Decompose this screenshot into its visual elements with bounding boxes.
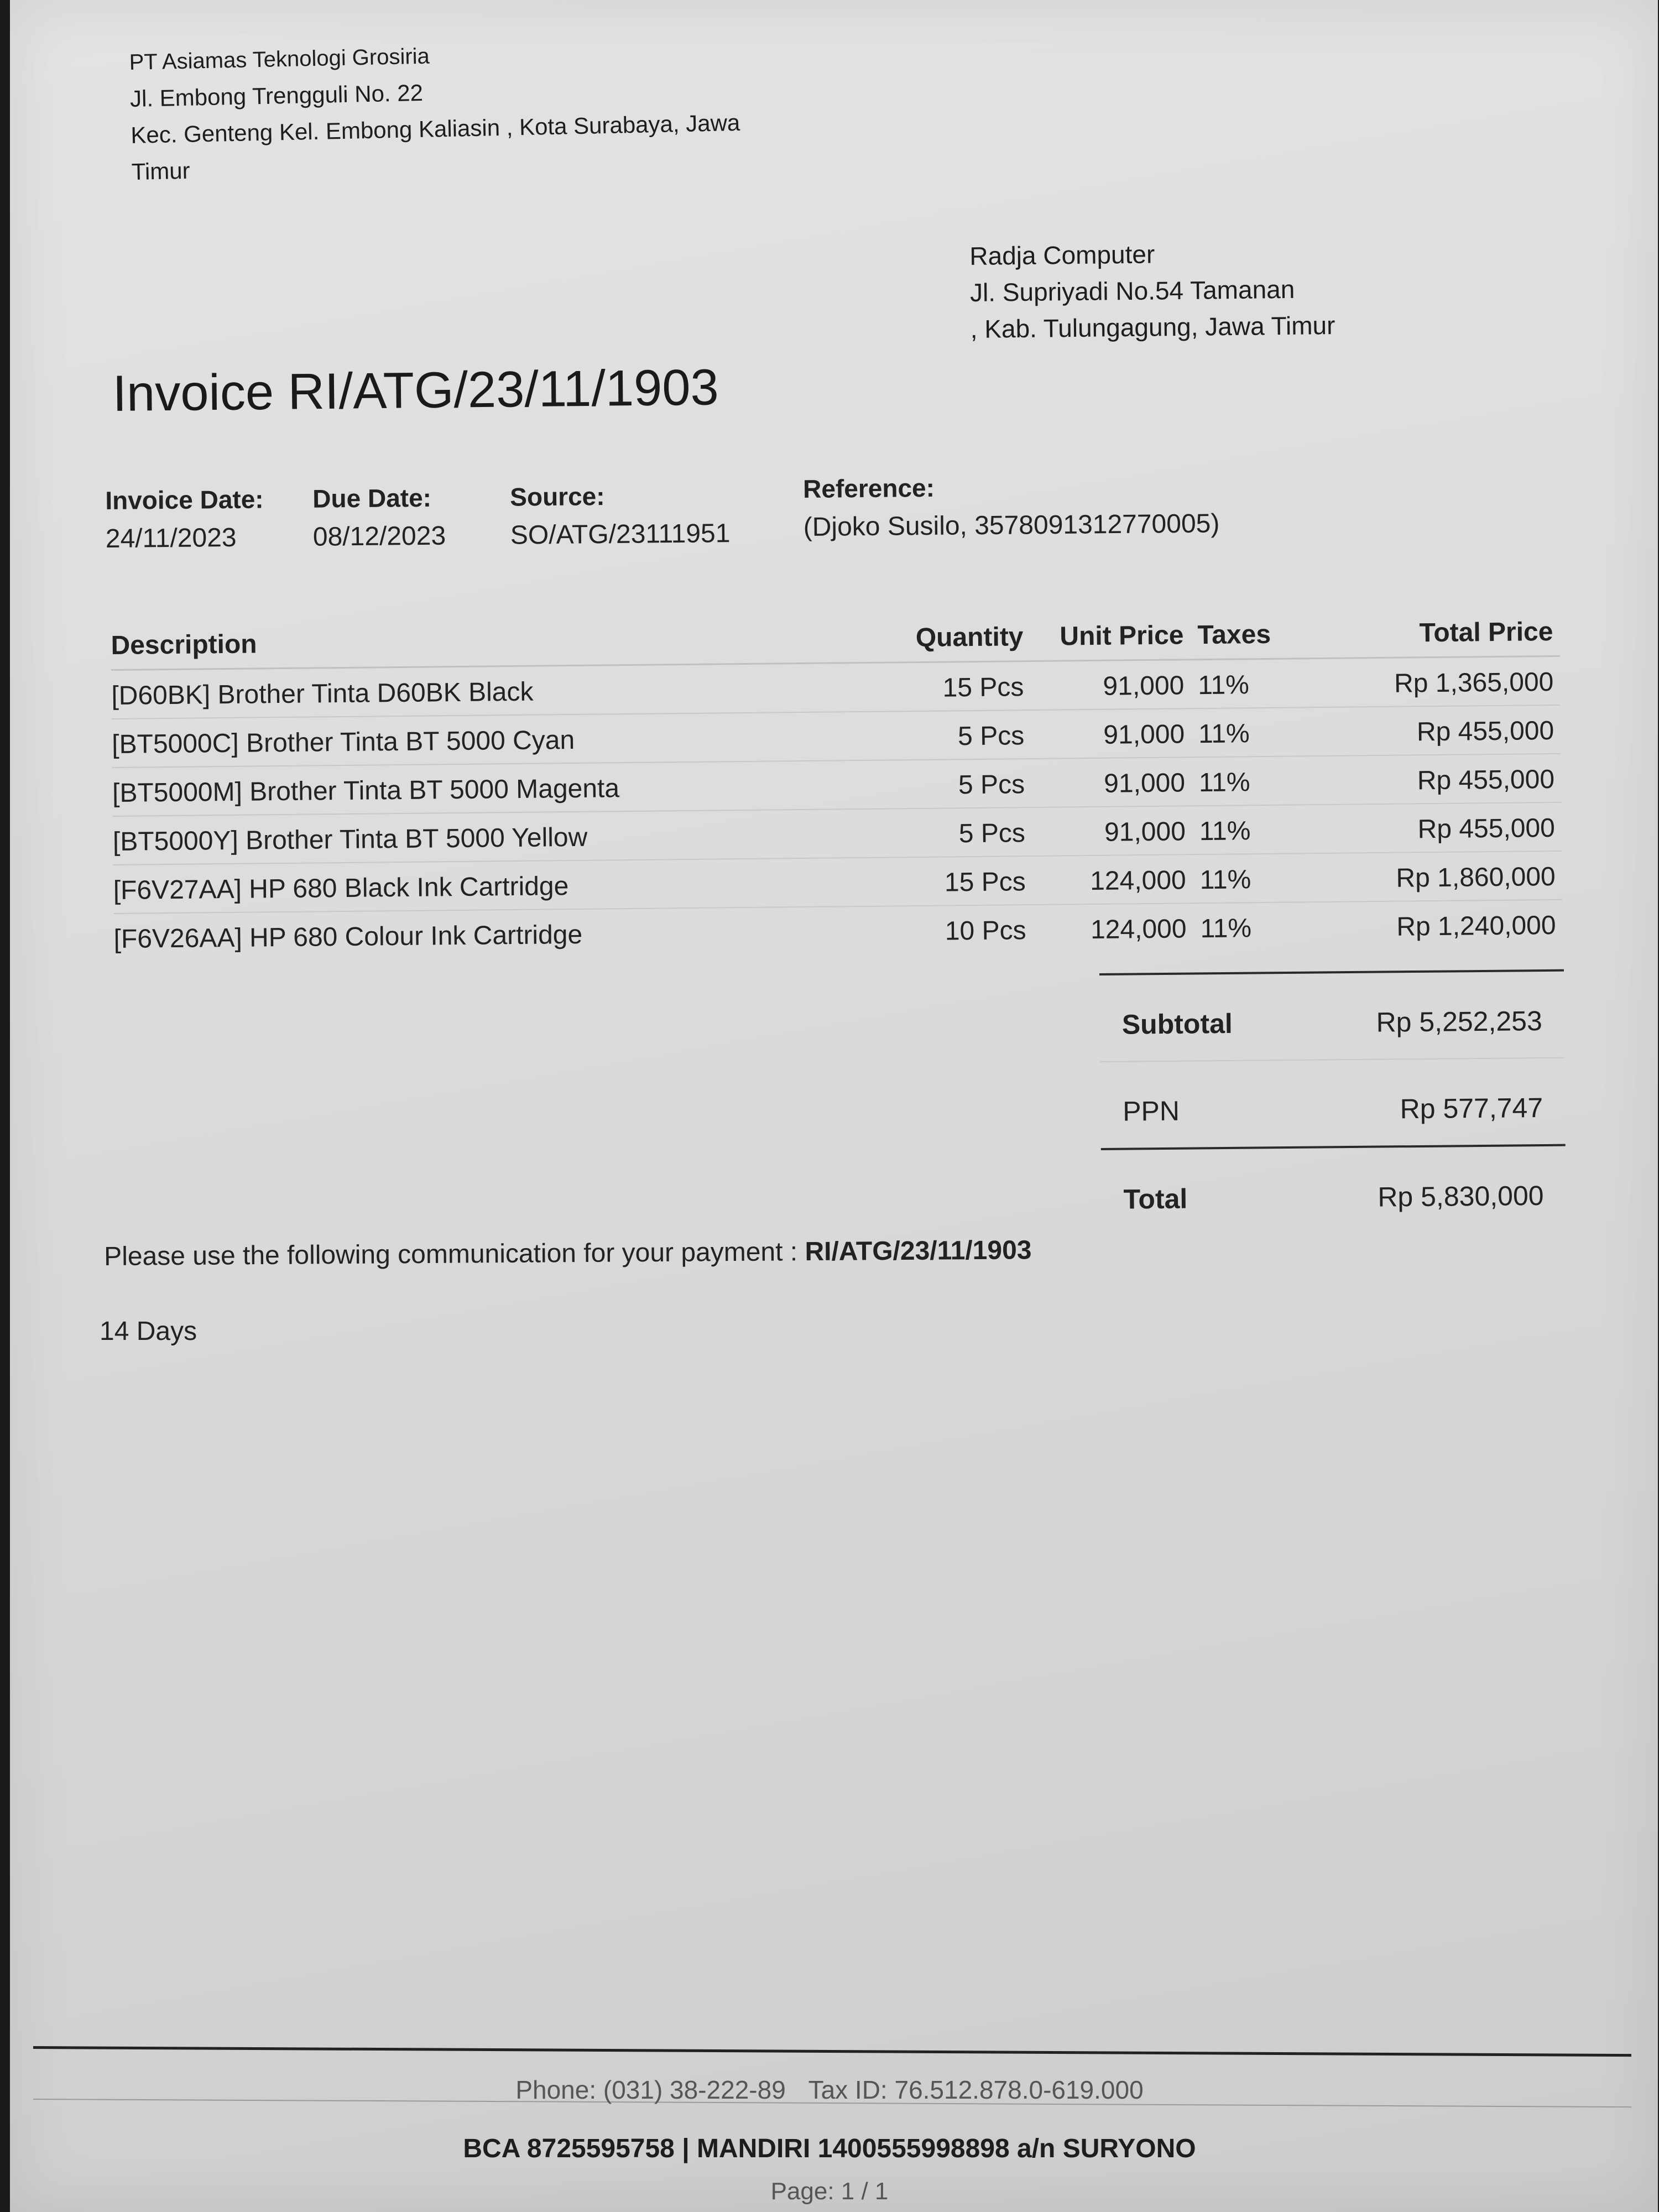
due-date-label: Due Date:: [312, 483, 432, 513]
due-date-value: 08/12/2023: [312, 521, 446, 552]
row-total: Rp 455,000: [1416, 716, 1554, 747]
payment-communication: [104, 1235, 1032, 1272]
row-quantity: 10 Pcs: [945, 916, 1026, 946]
sender-address-line-2: Kec. Genteng Kel. Embong Kaliasin , Kota Surabaya, Jawa: [130, 109, 740, 148]
source-value: SO/ATG/23111951: [510, 519, 731, 550]
row-total: Rp 455,000: [1417, 764, 1555, 796]
row-description: [BT5000M] Brother Tinta BT 5000 Magenta: [112, 774, 620, 808]
sender-address-block: [129, 30, 823, 190]
payment-text: Please use the following communication for your payment :: [104, 1237, 805, 1271]
reference-label: Reference:: [802, 473, 935, 503]
total-row: [1101, 1144, 1566, 1236]
row-quantity: 5 Pcs: [958, 770, 1025, 800]
row-total: Rp 1,365,000: [1394, 667, 1554, 698]
row-taxes: 11%: [1199, 865, 1251, 895]
invoice-paper: [10, 0, 1658, 2212]
row-quantity: 15 Pcs: [942, 672, 1024, 703]
row-taxes: 11%: [1199, 816, 1251, 847]
row-description: [F6V26AA] HP 680 Colour Ink Cartridge: [113, 920, 583, 954]
row-taxes: 11%: [1198, 768, 1250, 798]
customer-address-line-2: , Kab. Tulungagung, Jawa Timur: [970, 311, 1335, 343]
customer-address-line-1: Jl. Supriyadi No.54 Tamanan: [969, 274, 1295, 307]
row-unit-price: 91,000: [1103, 671, 1185, 701]
ppn-label: PPN: [1122, 1095, 1180, 1127]
row-unit-price: 91,000: [1104, 817, 1186, 847]
row-quantity: 5 Pcs: [957, 721, 1025, 752]
subtotal-row: [1099, 969, 1564, 1061]
reference-field: [803, 466, 1220, 547]
sender-address-line-1: Jl. Embong Trengguli No. 22: [129, 79, 424, 112]
invoice-date-label: Invoice Date:: [105, 484, 264, 515]
row-unit-price: 91,000: [1103, 768, 1186, 799]
row-total: Rp 1,240,000: [1396, 910, 1556, 942]
source-label: Source:: [510, 482, 605, 512]
reference-value: (Djoko Susilo, 3578091312770005): [803, 509, 1220, 542]
invoice-meta: [105, 471, 1267, 581]
payment-terms: 14 Days: [100, 1317, 197, 1346]
sender-company-name: PT Asiamas Teknologi Grosiria: [129, 44, 430, 75]
subtotal-value: Rp 5,252,253: [1376, 1005, 1543, 1038]
invoice-date-field: [105, 480, 264, 559]
row-unit-price: 124,000: [1089, 865, 1186, 896]
row-taxes: 11%: [1198, 719, 1250, 749]
row-taxes: 11%: [1198, 670, 1250, 701]
totals-block: [1099, 969, 1566, 1236]
header-taxes: Taxes: [1197, 619, 1271, 650]
row-unit-price: 124,000: [1090, 914, 1187, 945]
header-quantity: Quantity: [915, 622, 1024, 653]
footer-bank-accounts: BCA 8725595758 | MANDIRI 1400555998898 a/n SURYONO: [463, 2134, 1196, 2163]
row-total: Rp 1,860,000: [1396, 862, 1556, 893]
payment-reference: RI/ATG/23/11/1903: [805, 1235, 1032, 1267]
due-date-field: [312, 478, 446, 557]
ppn-value: Rp 577,747: [1400, 1092, 1543, 1125]
row-description: [BT5000Y] Brother Tinta BT 5000 Yellow: [112, 822, 588, 857]
subtotal-label: Subtotal: [1121, 1008, 1233, 1040]
customer-name: Radja Computer: [969, 239, 1155, 270]
footer-page-number: Page: 1 / 1: [770, 2178, 889, 2205]
header-description: Description: [111, 629, 257, 660]
row-taxes: 11%: [1200, 914, 1252, 944]
row-unit-price: 91,000: [1103, 719, 1185, 750]
row-quantity: 5 Pcs: [958, 818, 1026, 849]
sender-address-line-3: Timur: [131, 157, 191, 185]
footer-tax-id: Tax ID: 76.512.878.0-619.000: [808, 2075, 1144, 2104]
header-total-price: Total Price: [1419, 617, 1553, 648]
line-items-table: [111, 600, 1563, 962]
row-quantity: 15 Pcs: [944, 867, 1026, 898]
footer-contact-line: [0, 2075, 1659, 2105]
row-description: [F6V27AA] HP 680 Black Ink Cartridge: [113, 872, 569, 905]
invoice-title: Invoice RI/ATG/23/11/1903: [112, 359, 719, 422]
source-field: [510, 476, 731, 555]
total-label: Total: [1123, 1183, 1188, 1215]
row-description: [BT5000C] Brother Tinta BT 5000 Cyan: [112, 725, 575, 759]
header-unit-price: Unit Price: [1060, 620, 1184, 651]
customer-address-block: [969, 234, 1335, 347]
footer-phone: Phone: (031) 38-222-89: [515, 2075, 786, 2104]
ppn-row: [1100, 1057, 1565, 1148]
row-description: [D60BK] Brother Tinta D60BK Black: [111, 677, 534, 711]
row-total: Rp 455,000: [1417, 813, 1556, 844]
total-value: Rp 5,830,000: [1378, 1180, 1544, 1213]
invoice-date-value: 24/11/2023: [105, 523, 237, 554]
